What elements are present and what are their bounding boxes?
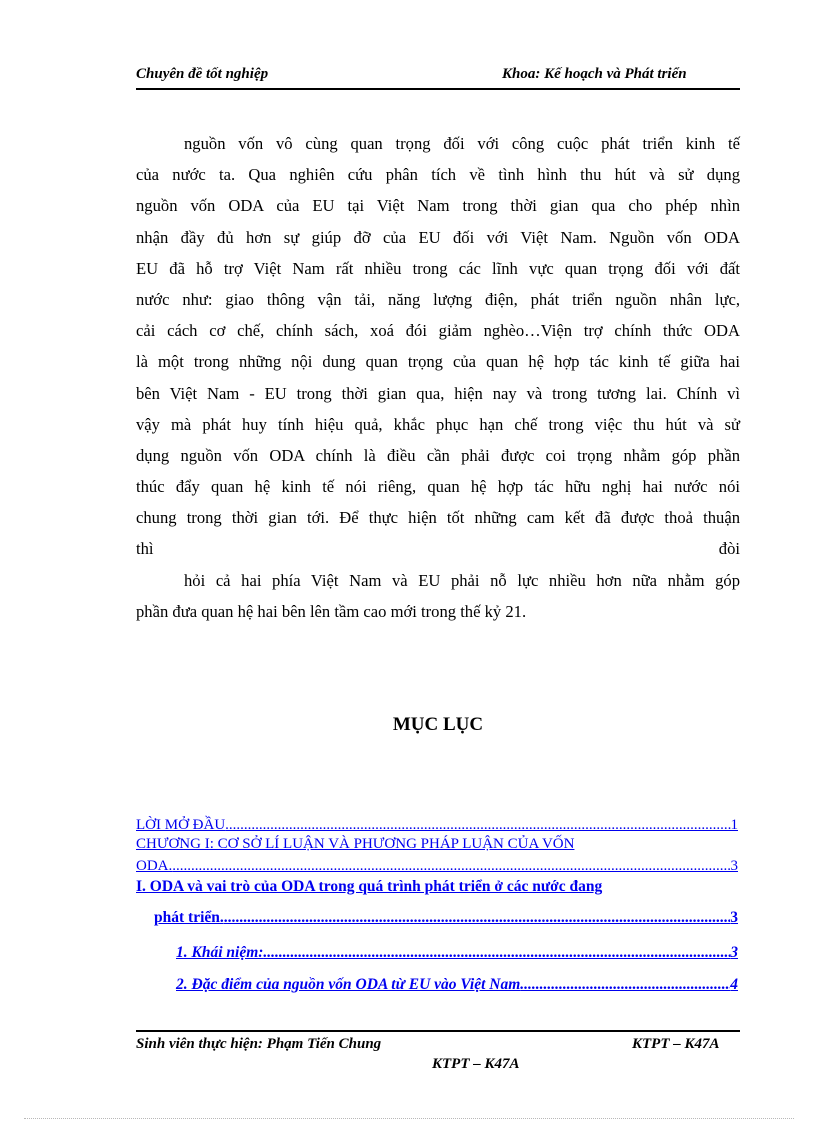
toc-entry-subsection-1[interactable]: 1. Khái niệm: ..... 3	[176, 944, 738, 962]
header-rule	[136, 88, 740, 90]
body-line: nguồn vốn ODA của EU tại Việt Nam trong thời gian qua cho phép nhìn	[136, 196, 740, 216]
toc-page-number: 3	[730, 909, 738, 926]
footer-rule	[136, 1030, 740, 1032]
toc-page-number: 3	[730, 858, 738, 874]
body-paragraph	[136, 128, 740, 627]
body-line: chung trong thời gian tới. Để thực hiện tốt những cam kết đã được thoả thuận	[136, 508, 740, 528]
body-line: thúc đẩy quan hệ kinh tế nói riêng, quan hệ hợp tác hữu nghị hai nước nói	[136, 477, 740, 497]
page-edge	[24, 1118, 794, 1119]
body-line: EU đã hỗ trợ Việt Nam rất nhiều trong các lĩnh vực quan trọng đối với đất	[136, 258, 740, 278]
body-line-split	[136, 533, 740, 564]
body-line: nhận đầy đủ hơn sự giúp đỡ của EU đối với Việt Nam. Nguồn vốn ODA	[136, 227, 740, 247]
toc-page-number: 4	[730, 976, 738, 993]
toc-entry-intro[interactable]: LỜI MỞ ĐẦU ..... 1	[136, 817, 738, 834]
body-line: dụng nguồn vốn ODA chính là điều cần phải được coi trọng nhằm góp phần	[136, 445, 740, 465]
header-right: Khoa: Kế hoạch và Phát triển	[502, 66, 687, 82]
header-left: Chuyên đề tốt nghiệp	[136, 66, 269, 82]
body-line: nước như: giao thông vận tải, năng lượng điện, phát triển nguồn nhân lực,	[136, 289, 740, 309]
split-left-word: thì	[136, 539, 154, 559]
body-line: hỏi cả hai phía Việt Nam và EU phải nỗ lực nhiều hơn nữa nhằm góp	[184, 570, 740, 590]
body-line-last: phần đưa quan hệ hai bên lên tầm cao mới trong thế kỷ 21.	[136, 601, 527, 621]
body-line: là một trong những nội dung quan trọng của quan hệ hợp tác kinh tế giữa hai	[136, 352, 740, 372]
toc-entry-section-1[interactable]: I. ODA và vai trò của ODA trong quá trình phát triển ở các nước đang	[136, 878, 603, 895]
toc-entry-chapter-1[interactable]: CHƯƠNG I: CƠ SỞ LÍ LUẬN VÀ PHƯƠNG PHÁP LUẬN CỦA VỐN	[136, 836, 575, 852]
body-line: của nước ta. Qua nghiên cứu phân tích về tình hình thu hút và sử dụng	[136, 165, 740, 185]
footer-left: Sinh viên thực hiện: Phạm Tiến Chung	[136, 1036, 382, 1052]
footer-right: KTPT – K47A	[632, 1036, 720, 1052]
split-right-word: đòi	[718, 539, 740, 559]
body-line: nguồn vốn vô cùng quan trọng đối với công cuộc phát triển kinh tế	[184, 134, 740, 153]
toc-entry-section-1-cont[interactable]: phát triển. ..... 3	[154, 909, 738, 927]
body-line: cải cách cơ chế, chính sách, xoá đói giảm nghèo…Viện trợ chính thức ODA	[136, 321, 740, 341]
body-line: vậy mà phát huy tính hiệu quả, khắc phục hạn chế trong việc thu hút và sử	[136, 414, 740, 434]
toc-entry-subsection-2[interactable]: 2. Đặc điểm của nguồn vốn ODA từ EU vào Việt Nam ..... 4	[176, 976, 738, 994]
footer-second: KTPT – K47A	[432, 1056, 520, 1072]
toc-page-number: 3	[730, 944, 738, 961]
body-line: bên Việt Nam - EU trong thời gian qua, hiện nay và trong tương lai. Chính vì	[136, 383, 740, 403]
toc-entry-chapter-1-cont[interactable]: ODA. ..... 3	[136, 858, 738, 875]
toc-title: MỤC LỤC	[392, 714, 484, 735]
toc-page-number: 1	[730, 817, 738, 833]
